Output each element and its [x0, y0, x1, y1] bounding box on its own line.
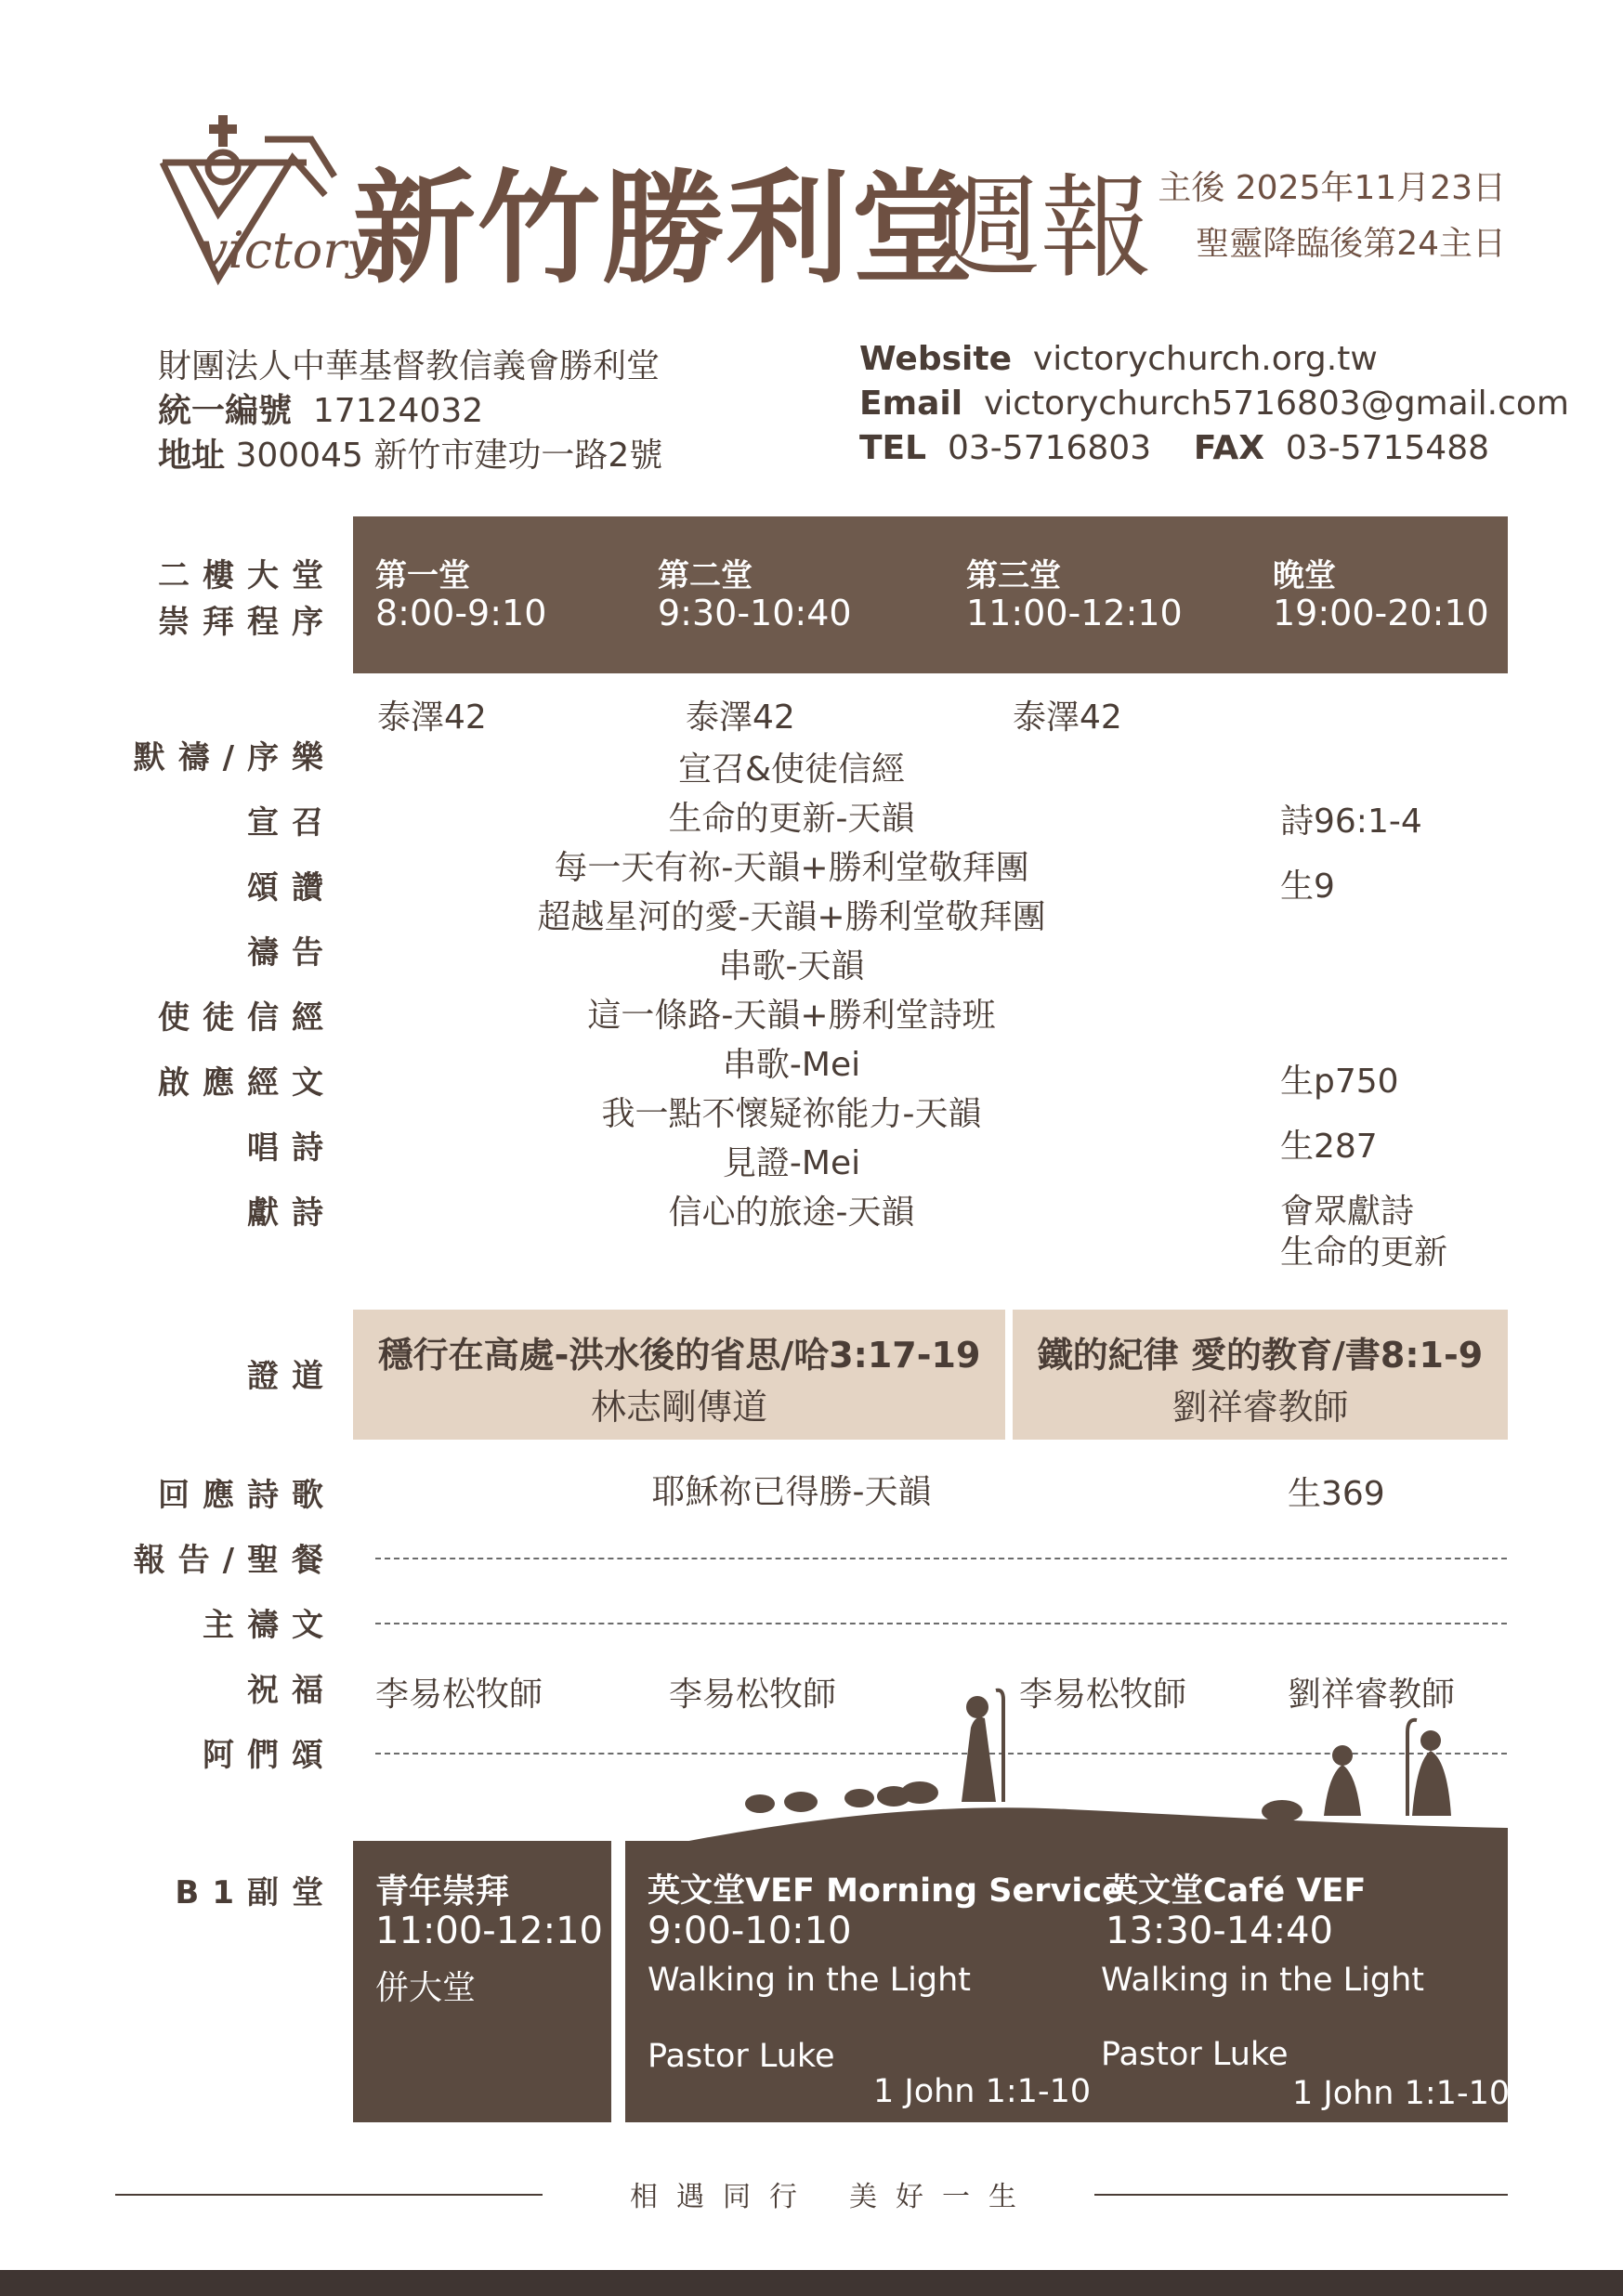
evening-hymn: 生287: [1280, 1128, 1378, 1166]
label-hymn: 唱詩: [247, 1129, 336, 1167]
response-evening: 生369: [1288, 1475, 1385, 1513]
tax-id: 17124032: [312, 392, 484, 430]
label-announcements: 報告/聖餐: [133, 1542, 336, 1579]
tax-id-label: 統一編號: [158, 392, 293, 430]
vef-morning-scripture: 1 John 1:1-10: [873, 2073, 1092, 2110]
service-3-time: 11:00-12:10: [966, 593, 1183, 633]
service-4-name: 晚堂: [1273, 557, 1336, 594]
footer-motto-1: 相遇同行: [630, 2181, 816, 2213]
blessing-1: 李易松牧師: [375, 1676, 543, 1714]
label-amen: 阿們頌: [203, 1737, 336, 1774]
bottom-bar: [0, 2270, 1623, 2296]
vef-morning-speaker: Pastor Luke: [648, 2038, 835, 2075]
vef-cafe-scripture: 1 John 1:1-10: [1292, 2075, 1511, 2112]
program-item: 這一條路-天韻+勝利堂詩班: [587, 997, 996, 1035]
prelude-2: 泰澤42: [686, 698, 795, 737]
sermon-box-morning: [353, 1310, 1005, 1440]
divider: [375, 1623, 1507, 1624]
response-song: 耶穌祢已得勝-天韻: [651, 1473, 932, 1511]
sermon-box-evening: [1013, 1310, 1508, 1440]
website-link[interactable]: victorychurch.org.tw: [1032, 340, 1378, 378]
evening-anthem-2: 生命的更新: [1280, 1233, 1448, 1272]
prelude-1: 泰澤42: [377, 698, 487, 737]
label-lords-prayer: 主禱文: [203, 1607, 336, 1644]
org-name: 財團法人中華基督教信義會勝利堂: [158, 347, 661, 385]
service-3-name: 第三堂: [966, 557, 1061, 594]
date-text: 主後 2025年11月23日: [1158, 169, 1506, 207]
website-row: [859, 340, 1378, 378]
label-blessing: 祝福: [247, 1672, 336, 1709]
address-row: [158, 429, 662, 476]
divider: [375, 1558, 1507, 1559]
program-item: 見證-Mei: [722, 1144, 861, 1182]
page-subtitle: 週報: [929, 164, 1152, 294]
program-item: 我一點不懷疑祢能力-天韻: [601, 1095, 982, 1133]
vef-morning-time: 9:00-10:10: [648, 1910, 852, 1952]
blessing-4: 劉祥睿教師: [1288, 1676, 1456, 1714]
youth-service-note: 併大堂: [375, 1969, 477, 2007]
vef-morning-name: 英文堂VEF Morning Service: [648, 1872, 1124, 1910]
program-item: 串歌-Mei: [722, 1046, 861, 1084]
program-item: 串歌-天韻: [718, 947, 865, 985]
prelude-3: 泰澤42: [1013, 698, 1122, 737]
section-label-main-hall: 二樓大堂: [158, 557, 336, 594]
evening-responsive: 生p750: [1280, 1063, 1399, 1101]
label-response-song: 回應詩歌: [158, 1477, 336, 1514]
label-prayer: 禱告: [247, 934, 336, 972]
liturgical-sunday: 聖靈降臨後第24主日: [1196, 225, 1506, 263]
evening-praise: 生9: [1280, 868, 1335, 906]
label-praise: 頌讚: [247, 869, 336, 907]
website-label: Website: [859, 340, 1013, 378]
service-times-banner: [353, 516, 1508, 673]
program-item: 宣召&使徒信經: [677, 750, 906, 789]
address-label: 地址: [158, 437, 226, 475]
fax-label: FAX: [1193, 429, 1264, 467]
address: 300045 新竹市建功一路2號: [235, 437, 663, 475]
email-row: [859, 385, 1569, 423]
tel-number: 03-5716803: [947, 429, 1152, 467]
youth-service-name: 青年崇拜: [375, 1872, 510, 1911]
youth-service-time: 11:00-12:10: [375, 1910, 603, 1952]
footer-rule-left: [115, 2194, 543, 2196]
tel-label: TEL: [859, 429, 927, 467]
page-title: 新竹勝利堂: [353, 158, 975, 301]
label-call-to-worship: 宣召: [247, 804, 336, 841]
sermon-speaker-evening: 劉祥睿教師: [1171, 1387, 1349, 1428]
evening-call: 詩96:1-4: [1280, 802, 1422, 841]
vef-cafe-topic: Walking in the Light: [1101, 1962, 1425, 1999]
label-b1-hall: B1副堂: [175, 1874, 336, 1911]
church-logo: [153, 111, 375, 297]
service-1-time: 8:00-9:10: [375, 593, 547, 633]
blessing-3: 李易松牧師: [1019, 1676, 1187, 1714]
service-1-name: 第一堂: [375, 557, 470, 594]
program-item: 信心的旅途-天韻: [668, 1194, 915, 1232]
label-responsive-reading: 啟應經文: [158, 1064, 336, 1102]
phone-row: [859, 429, 1489, 467]
sermon-speaker-morning: 林志剛傳道: [590, 1387, 767, 1428]
logo-text: victory: [200, 221, 375, 280]
email-link[interactable]: victorychurch5716803@gmail.com: [983, 385, 1570, 423]
footer-rule-right: [1094, 2194, 1508, 2196]
label-apostles-creed: 使徒信經: [158, 999, 336, 1037]
english-services-box: [625, 1841, 1511, 2122]
sermon-title-morning: 穩行在高處-洪水後的省思/哈3:17-19: [377, 1335, 981, 1376]
section-label-order: 崇拜程序: [158, 604, 336, 641]
program-item: 生命的更新-天韻: [668, 800, 915, 838]
service-2-time: 9:30-10:40: [658, 593, 852, 633]
blessing-2: 李易松牧師: [669, 1676, 837, 1714]
evening-anthem-1: 會眾獻詩: [1280, 1193, 1415, 1231]
program-item: 超越星河的愛-天韻+勝利堂敬拜團: [537, 898, 1046, 936]
footer-motto-2: 美好一生: [849, 2181, 1035, 2213]
service-4-time: 19:00-20:10: [1273, 593, 1489, 633]
vef-cafe-name: 英文堂Café VEF: [1106, 1872, 1367, 1910]
service-2-name: 第二堂: [658, 557, 753, 594]
vef-cafe-speaker: Pastor Luke: [1101, 2036, 1289, 2073]
label-anthem: 獻詩: [247, 1194, 336, 1232]
label-prelude: 默禱/序樂: [133, 739, 336, 776]
label-sermon: 證道: [247, 1358, 336, 1395]
vef-morning-topic: Walking in the Light: [648, 1962, 972, 1999]
email-label: Email: [859, 385, 963, 423]
youth-service-box: [353, 1841, 611, 2122]
shepherd-silhouette-icon: [650, 1663, 1508, 1848]
sermon-title-evening: 鐵的紀律 愛的教育/書8:1-9: [1037, 1335, 1484, 1376]
tax-id-row: [158, 385, 483, 432]
vef-cafe-time: 13:30-14:40: [1106, 1910, 1333, 1952]
program-item: 每一天有祢-天韻+勝利堂敬拜團: [554, 849, 1029, 887]
fax-number: 03-5715488: [1285, 429, 1490, 467]
